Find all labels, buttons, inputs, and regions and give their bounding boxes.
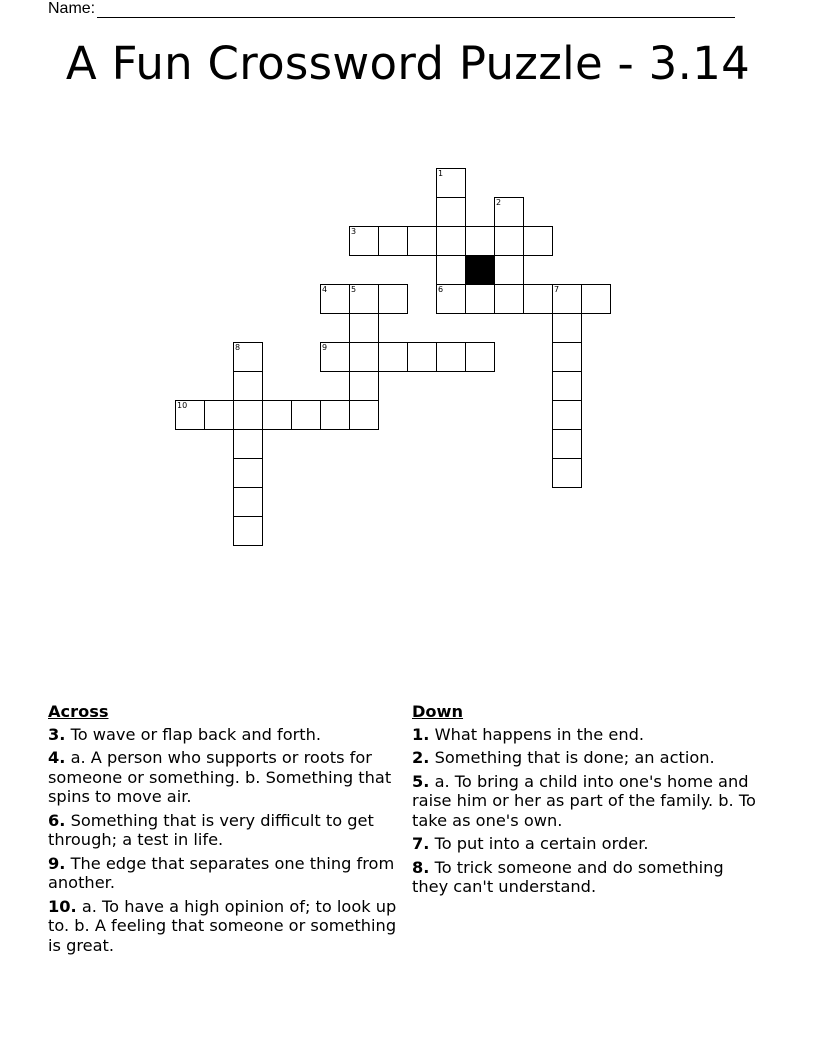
- grid-cell[interactable]: [552, 342, 582, 372]
- page-title: A Fun Crossword Puzzle - 3.14: [65, 37, 751, 90]
- across-heading: Across: [48, 702, 109, 721]
- grid-cell[interactable]: [465, 284, 495, 314]
- clue-number: 2: [496, 198, 502, 207]
- across-clue: [48, 725, 408, 745]
- clue-number: 3: [351, 227, 357, 236]
- grid-cell[interactable]: [349, 313, 379, 343]
- grid-cell[interactable]: [233, 371, 263, 401]
- grid-cell[interactable]: [320, 284, 350, 314]
- clue-number: 8.: [412, 857, 430, 877]
- grid-cell[interactable]: [262, 400, 292, 430]
- clue-number: 1: [438, 169, 444, 178]
- clue-number: 7: [554, 285, 560, 294]
- grid-cell[interactable]: [552, 429, 582, 459]
- clue-text: a. A person who supports or roots for someone or something. b. Something that spins to move air.: [48, 748, 392, 806]
- down-clue: [412, 748, 757, 768]
- down-clue-list: [412, 725, 757, 897]
- clue-number: 3.: [48, 724, 66, 744]
- grid-black-square: [465, 255, 495, 285]
- across-clue: [48, 748, 408, 807]
- grid-cell[interactable]: [436, 342, 466, 372]
- grid-cell[interactable]: [349, 400, 379, 430]
- grid-cell[interactable]: [233, 516, 263, 546]
- clue-number: 9: [322, 343, 328, 352]
- grid-cell[interactable]: [233, 429, 263, 459]
- grid-cell[interactable]: [349, 284, 379, 314]
- across-clue: [48, 897, 408, 956]
- clue-number: 5: [351, 285, 357, 294]
- grid-cell[interactable]: [233, 400, 263, 430]
- clue-text: What happens in the end.: [429, 724, 645, 744]
- clue-number: 2.: [412, 748, 430, 767]
- clue-text: To wave or flap back and forth.: [65, 724, 322, 744]
- across-clue-list: [48, 725, 408, 956]
- grid-cell[interactable]: [552, 284, 582, 314]
- clue-text: a. To have a high opinion of; to look up to. b. A feeling that someone or something is great.: [48, 896, 397, 955]
- clue-number: 6: [438, 285, 444, 294]
- grid-cell[interactable]: [320, 400, 350, 430]
- grid-cell[interactable]: [436, 284, 466, 314]
- clue-number: 6.: [48, 810, 66, 830]
- grid-cell[interactable]: [349, 371, 379, 401]
- grid-cell[interactable]: [552, 313, 582, 343]
- clue-number: 5.: [412, 771, 430, 791]
- down-clue: [412, 725, 757, 745]
- clue-text: To trick someone and do something they can't understand.: [412, 857, 724, 896]
- clue-text: a. To bring a child into one's home and raise him or her as part of the family. b. To take as one's own.: [412, 771, 756, 830]
- clue-number: 10.: [48, 896, 77, 916]
- clue-text: The edge that separates one thing from another.: [48, 853, 395, 892]
- grid-cell[interactable]: [378, 342, 408, 372]
- grid-cell[interactable]: [436, 168, 466, 198]
- grid-cell[interactable]: [175, 400, 205, 430]
- grid-cell[interactable]: [436, 255, 466, 285]
- down-clues: [412, 702, 757, 901]
- grid-cell[interactable]: [494, 255, 524, 285]
- grid-cell[interactable]: [552, 371, 582, 401]
- clue-text: Something that is very difficult to get through; a test in life.: [48, 810, 374, 849]
- grid-cell[interactable]: [407, 226, 437, 256]
- grid-cell[interactable]: [494, 197, 524, 227]
- across-clues: [48, 702, 408, 959]
- clue-number: 8: [235, 343, 241, 352]
- grid-cell[interactable]: [436, 226, 466, 256]
- grid-cell[interactable]: [581, 284, 611, 314]
- grid-cell[interactable]: [320, 342, 350, 372]
- grid-cell[interactable]: [291, 400, 321, 430]
- grid-cell[interactable]: [378, 284, 408, 314]
- grid-cell[interactable]: [349, 342, 379, 372]
- clue-number: 4.: [48, 748, 66, 767]
- grid-cell[interactable]: [233, 487, 263, 517]
- grid-cell[interactable]: [378, 226, 408, 256]
- clue-number: 1.: [412, 724, 430, 744]
- down-heading: Down: [412, 702, 464, 721]
- grid-cell[interactable]: [494, 284, 524, 314]
- grid-cell[interactable]: [523, 226, 553, 256]
- grid-cell[interactable]: [552, 458, 582, 488]
- down-clue: [412, 834, 757, 854]
- grid-cell[interactable]: [233, 342, 263, 372]
- grid-cell[interactable]: [465, 342, 495, 372]
- down-clue: [412, 772, 757, 831]
- down-clue: [412, 858, 757, 897]
- grid-cell[interactable]: [494, 226, 524, 256]
- name-label: Name:: [48, 0, 96, 17]
- grid-cell[interactable]: [349, 226, 379, 256]
- grid-cell[interactable]: [407, 342, 437, 372]
- grid-cell[interactable]: [552, 400, 582, 430]
- clue-text: To put into a certain order.: [429, 834, 649, 853]
- clue-number: 10: [177, 401, 188, 410]
- grid-cell[interactable]: [233, 458, 263, 488]
- grid-cell[interactable]: [436, 197, 466, 227]
- across-clue: [48, 854, 408, 893]
- clue-number: 4: [322, 285, 328, 294]
- clue-number: 9.: [48, 853, 66, 873]
- clue-number: 7.: [412, 834, 430, 853]
- clue-text: Something that is done; an action.: [429, 748, 715, 767]
- across-clue: [48, 811, 408, 850]
- grid-cell[interactable]: [204, 400, 234, 430]
- grid-cell[interactable]: [523, 284, 553, 314]
- grid-cell[interactable]: [465, 226, 495, 256]
